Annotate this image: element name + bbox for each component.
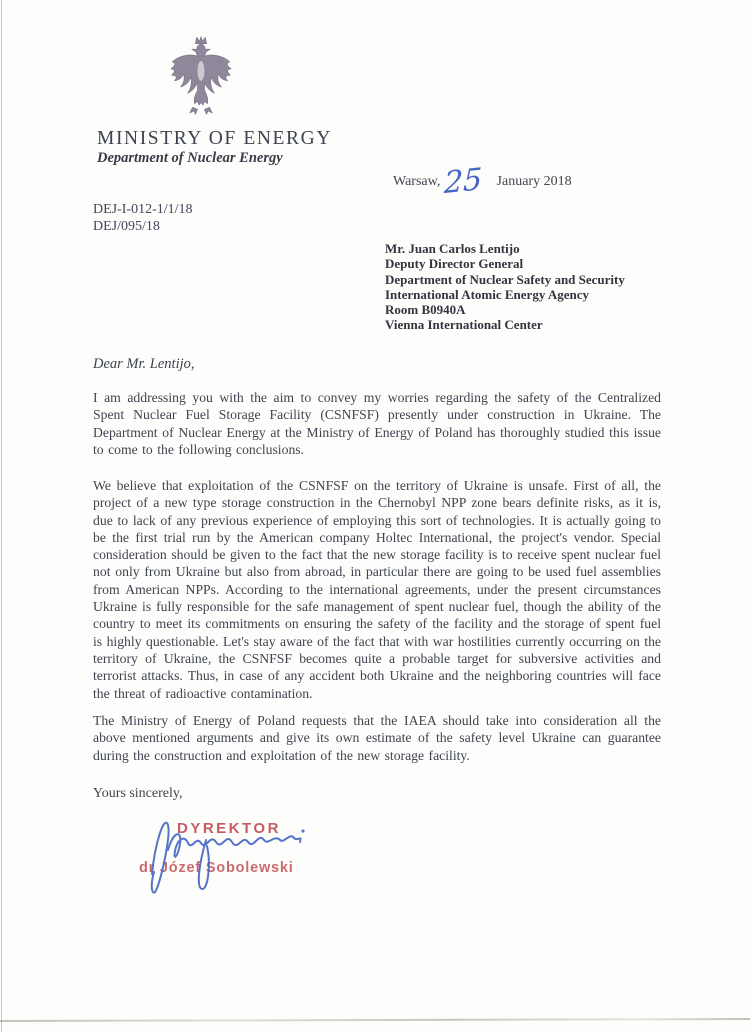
scan-edge-left xyxy=(1,0,2,1032)
department-subtitle: Department of Nuclear Energy xyxy=(97,150,283,166)
scan-edge-bottom xyxy=(0,1018,750,1022)
ministry-title: MINISTRY OF ENERGY xyxy=(97,128,333,149)
addressee-block xyxy=(385,241,625,333)
polish-eagle-emblem xyxy=(166,34,236,126)
reference-block xyxy=(93,201,193,235)
dateline xyxy=(393,161,572,202)
body-paragraph-2: We believe that exploitation of the CSNFSF on the territory of Ukraine is unsafe. First of all, the project of a new type storage construction in the Chernobyl NPP zone bears definite risks, as it is, due to lack of any previous experience of employing this sort of technologies. It is actually going to be the first trial run by the American company Holtec International, the project's vendor. Special consideration should be given to the fact that the new storage facility is to receive spent nuclear fuel not only from Ukraine but also from abroad, in particular there are going to be used fuel assemblies from American NPPs. According to the international agreements, under the present circumstances Ukraine is fully responsible for the safe management of spent nuclear fuel, though the ability of the country to meet its commitments on ensuring the safety of the facility and the storage of spent fuel is highly questionable. Let's stay aware of the fact that with war hostilities currently occurring on the territory of Ukraine, the CSNFSF becomes quite a probable target for subversive activities and terrorist attacks. Thus, in case of any accident both Ukraine and the neighboring countries will face the threat of radioactive contamination. xyxy=(93,478,661,701)
closing-line: Yours sincerely, xyxy=(93,786,183,801)
salutation: Dear Mr. Lentijo, xyxy=(93,356,195,372)
dateline-city: Warsaw, xyxy=(393,174,441,189)
director-stamp-title: DYREKTOR xyxy=(177,820,281,837)
reference-number-2: DEJ/095/18 xyxy=(93,219,160,234)
director-stamp-name: dr Józef Sobolewski xyxy=(139,860,294,876)
handwritten-day: 25 xyxy=(443,161,484,202)
addressee-location: Vienna International Center xyxy=(385,317,543,333)
addressee-title: Deputy Director General xyxy=(385,256,524,272)
addressee-department: Department of Nuclear Safety and Security xyxy=(385,271,625,287)
body-paragraph-1: I am addressing you with the aim to convey my worries regarding the safety of the Centralized Spent Nuclear Fuel Storage Facility (CSNFSF) presently under construction in Ukraine. The Department of Nuclear Energy at the Ministry of Energy of Poland has thoroughly studied this issue to come to the following conclusions. xyxy=(93,390,661,457)
addressee-name: Mr. Juan Carlos Lentijo xyxy=(385,241,520,256)
dateline-month-year: January 2018 xyxy=(496,174,572,189)
body-paragraph-3: The Ministry of Energy of Poland requests that the IAEA should take into consideration all the above mentioned arguments and give its own estimate of the safety level Ukraine can guarantee during the construction and exploitation of the new storage facility. xyxy=(93,713,661,763)
reference-number-1: DEJ-I-012-1/1/18 xyxy=(93,202,193,217)
addressee-organization: International Atomic Energy Agency xyxy=(385,286,590,302)
handwritten-signature xyxy=(138,798,318,898)
addressee-room: Room B0940A xyxy=(385,302,466,318)
